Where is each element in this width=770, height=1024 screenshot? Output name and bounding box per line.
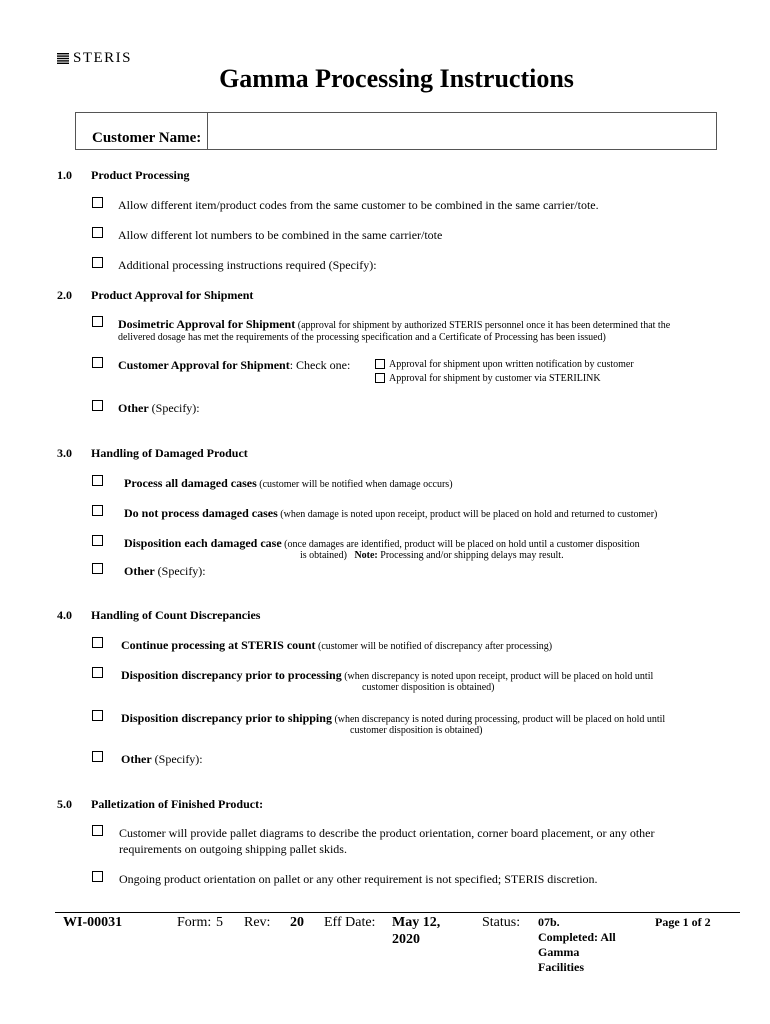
customer-approval-label: Customer Approval for Shipment: [118, 358, 290, 372]
do-not-process-damaged-label: Do not process damaged cases: [124, 506, 278, 520]
section-3-number: 3.0: [57, 446, 72, 460]
damaged-other-suffix: (Specify):: [154, 564, 206, 578]
approval-other-line: [118, 401, 200, 416]
dosimetric-approval-line: [118, 317, 670, 332]
pallet-diagrams-label: Customer will provide pallet diagrams to describe the product orientation, corner board placement, or any other: [119, 826, 655, 840]
customer-approval-checkbox[interactable]: [92, 357, 103, 368]
footer-eff-date-value: May 12,: [392, 915, 441, 930]
footer-status-value: [538, 915, 616, 975]
continue-processing-checkbox[interactable]: [92, 637, 103, 648]
combine-lot-numbers-checkbox[interactable]: [92, 227, 103, 238]
pallet-steris-discretion-checkbox[interactable]: [92, 871, 103, 882]
discrepancy-prior-shipping-label: Disposition discrepancy prior to shipping: [121, 711, 332, 725]
discrepancy-prior-processing-label: Disposition discrepancy prior to processing: [121, 668, 342, 682]
footer-doc-number: WI-00031: [63, 915, 123, 930]
discrepancy-prior-processing-line: [121, 668, 653, 683]
section-5-number: 5.0: [57, 797, 72, 811]
process-all-damaged-desc: (customer will be notified when damage occurs): [256, 479, 453, 490]
footer-page-number: Page 1 of 2: [655, 915, 711, 929]
section-2-title: Product Approval for Shipment: [91, 288, 254, 302]
disposition-damaged-checkbox[interactable]: [92, 535, 103, 546]
disposition-damaged-obtained: is obtained): [300, 550, 347, 561]
discrepancy-prior-processing-checkbox[interactable]: [92, 667, 103, 678]
process-all-damaged-checkbox[interactable]: [92, 475, 103, 486]
dosimetric-approval-checkbox[interactable]: [92, 316, 103, 327]
damaged-other-checkbox[interactable]: [92, 563, 103, 574]
section-3-title: Handling of Damaged Product: [91, 446, 248, 460]
customer-approval-suffix: : Check one:: [289, 358, 351, 372]
do-not-process-damaged-desc: (when damage is noted upon receipt, product will be placed on hold and returned to customer): [277, 509, 658, 520]
approval-sterilink-label: Approval for shipment by customer via STERILINK: [389, 373, 601, 384]
approval-other-label: Other: [118, 401, 149, 415]
disposition-damaged-desc: (once damages are identified, product will be placed on hold until a customer disposition: [281, 539, 640, 550]
count-other-line: [121, 752, 203, 767]
count-other-label: Other: [121, 752, 152, 766]
footer-eff-date-label: Eff Date:: [324, 915, 376, 930]
customer-name-field[interactable]: [212, 117, 712, 145]
footer-status-line: Completed: All: [538, 930, 616, 944]
continue-processing-desc: (customer will be notified of discrepancy after processing): [315, 641, 553, 652]
damaged-other-label: Other: [124, 564, 155, 578]
footer-status-line: 07b.: [538, 915, 560, 929]
customer-name-divider: [207, 113, 208, 149]
combine-item-codes-checkbox[interactable]: [92, 197, 103, 208]
process-all-damaged-label: Process all damaged cases: [124, 476, 257, 490]
steris-logo-icon: [57, 53, 69, 64]
pallet-diagrams-checkbox[interactable]: [92, 825, 103, 836]
footer-eff-date-year: 2020: [392, 932, 420, 947]
continue-processing-line: [121, 638, 552, 653]
count-other-checkbox[interactable]: [92, 751, 103, 762]
disposition-damaged-label: Disposition each damaged case: [124, 536, 282, 550]
customer-name-label: Customer Name:: [92, 130, 202, 146]
section-5-title: Palletization of Finished Product:: [91, 797, 264, 811]
footer-rev-value: 20: [290, 915, 304, 930]
footer-form-value: 5: [216, 915, 223, 930]
disposition-damaged-line: [124, 536, 640, 551]
section-1-title: Product Processing: [91, 168, 190, 182]
combine-lot-numbers-label: Allow different lot numbers to be combined in the same carrier/tote: [118, 228, 443, 242]
customer-approval-line: [118, 358, 350, 373]
discrepancy-prior-shipping-line: [121, 711, 665, 726]
approval-written-notification-checkbox[interactable]: [375, 359, 385, 369]
process-all-damaged-line: [124, 476, 453, 491]
discrepancy-prior-processing-desc: (when discrepancy is noted upon receipt, product will be placed on hold until: [341, 671, 654, 682]
dosimetric-approval-label: Dosimetric Approval for Shipment: [118, 317, 296, 331]
footer-divider: [55, 912, 740, 913]
disposition-damaged-note: Processing and/or shipping delays may result.: [377, 550, 564, 561]
discrepancy-prior-shipping-desc: (when discrepancy is noted during processing, product will be placed on hold until: [331, 714, 666, 725]
section-4-title: Handling of Count Discrepancies: [91, 608, 261, 622]
disposition-damaged-note-label: Note:: [354, 550, 378, 561]
additional-instructions-label: Additional processing instructions required (Specify):: [118, 258, 377, 272]
discrepancy-prior-processing-desc-2: customer disposition is obtained): [362, 682, 495, 693]
do-not-process-damaged-line: [124, 506, 657, 521]
damaged-other-line: [124, 564, 206, 579]
continue-processing-label: Continue processing at STERIS count: [121, 638, 316, 652]
section-4-number: 4.0: [57, 608, 72, 622]
combine-item-codes-label: Allow different item/product codes from the same customer to be combined in the same carrier/tote.: [118, 198, 599, 212]
discrepancy-prior-shipping-desc-2: customer disposition is obtained): [350, 725, 483, 736]
section-2-number: 2.0: [57, 288, 72, 302]
footer-rev-label: Rev:: [244, 915, 271, 930]
additional-instructions-checkbox[interactable]: [92, 257, 103, 268]
section-1-number: 1.0: [57, 168, 72, 182]
footer-status-label: Status:: [482, 915, 521, 930]
pallet-steris-discretion-label: Ongoing product orientation on pallet or any other requirement is not specified; STERIS discretion.: [119, 872, 598, 886]
approval-sterilink-checkbox[interactable]: [375, 373, 385, 383]
logo-text: STERIS: [73, 50, 133, 66]
count-other-suffix: (Specify):: [151, 752, 203, 766]
do-not-process-damaged-checkbox[interactable]: [92, 505, 103, 516]
pallet-diagrams-label-2: requirements on outgoing shipping pallet skids.: [119, 842, 347, 856]
approval-written-notification-label: Approval for shipment upon written notification by customer: [389, 359, 634, 370]
dosimetric-approval-desc-2: delivered dosage has met the requirements of the processing specification and a Certificate of Processing has been issued): [118, 332, 606, 343]
approval-other-suffix: (Specify):: [148, 401, 200, 415]
footer-form-label: Form:: [177, 915, 212, 930]
footer-status-line: Facilities: [538, 960, 584, 974]
disposition-damaged-desc-2: [300, 550, 564, 561]
approval-other-checkbox[interactable]: [92, 400, 103, 411]
footer-status-line: Gamma: [538, 945, 580, 959]
dosimetric-approval-desc: (approval for shipment by authorized STERIS personnel once it has been determined that the: [295, 320, 671, 331]
customer-name-box: [75, 112, 717, 150]
page-title: Gamma Processing Instructions: [219, 64, 574, 93]
discrepancy-prior-shipping-checkbox[interactable]: [92, 710, 103, 721]
